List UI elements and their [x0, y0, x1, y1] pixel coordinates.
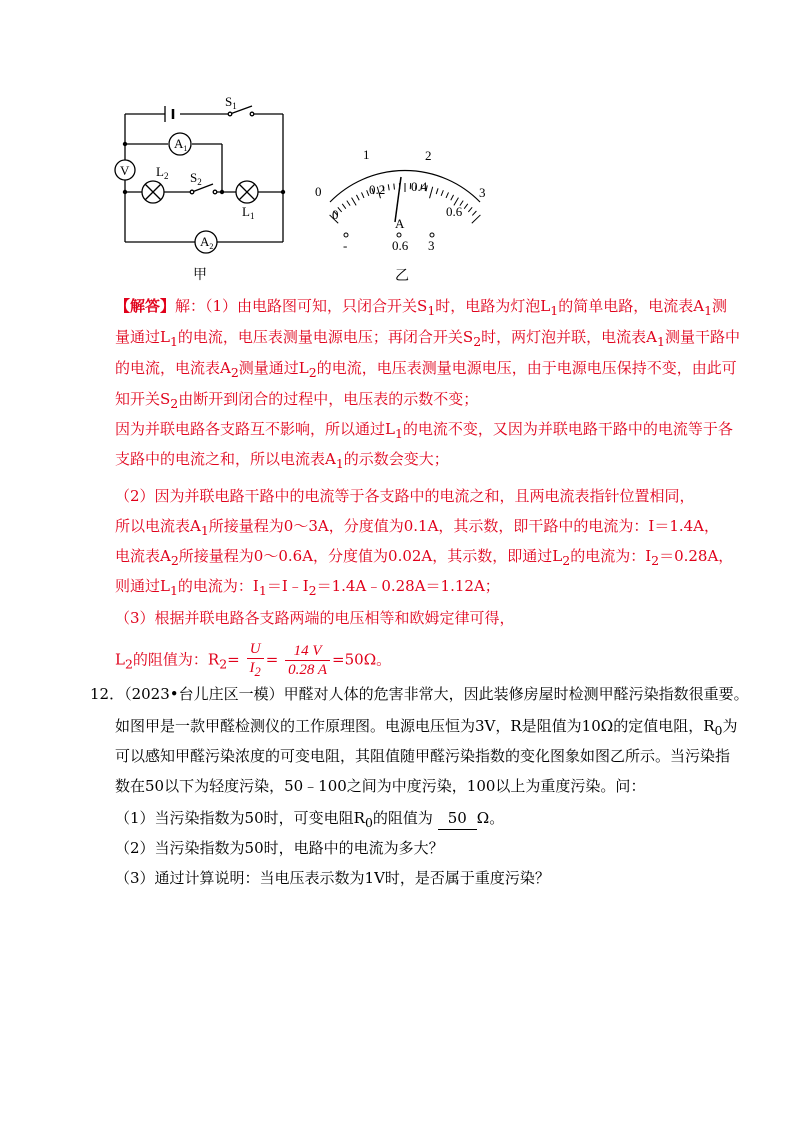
dial-tick [361, 192, 363, 197]
question-sub2: （2）当污染指数为50时，电路中的电流为多大？ [115, 839, 444, 857]
switch1-label: $S_1$ [225, 94, 237, 111]
answer-line-8: 电流表$A_2$所接量程为0～0.6A，分度值为0.02A，其示数，即通过$L_2$的电流为：$I_2=0.28A$， [115, 547, 734, 568]
lower-scale-0: 0 [332, 207, 339, 222]
answer-line-10: （3）根据并联电路各支路两端的电压相等和欧姆定律可得， [115, 609, 515, 627]
ammeter2-label: $A_2$ [200, 234, 214, 251]
dial-tick [342, 204, 346, 209]
answer-line-4: 因为并联电路各支路互不影响，所以通过$L_1$的电流不变，又因为并联电路干路中的电流等于各 [115, 420, 733, 441]
question-number: 12． [90, 685, 125, 703]
voltmeter-label: V [120, 163, 130, 178]
dial-tick [388, 184, 389, 190]
answer-line-2: 的电流，电流表$A_2$测量通过$L_2$的电流，电压表测量电源电压，由于电源电压保持不变，由此可 [115, 359, 737, 380]
answer-line-7: 所以电流表$A_1$所接量程为0～3A，分度值为0.1A，其示数，即干路中的电流为：I＝1.4A， [115, 517, 720, 538]
dial-tick [352, 198, 357, 206]
terminal-negative: - [343, 238, 348, 253]
terminal-3: 3 [428, 238, 435, 253]
terminal-0-6: 0.6 [392, 238, 409, 253]
question-12-line-0: 12．（2023•台儿庄区一模）甲醛对人体的危害非常大，因此装修房屋时检测甲醛污染指数很重要。 [90, 685, 749, 703]
question-sub3: （3）通过计算说明：当电压表示数为1V时，是否属于重度污染？ [115, 869, 550, 887]
dial-tick [446, 192, 448, 197]
dial-tick [468, 207, 472, 212]
dial-tick [451, 195, 454, 200]
dial-tick [464, 204, 468, 209]
ammeter1-label: $A_1$ [174, 136, 188, 153]
upper-scale-1: 1 [363, 147, 370, 162]
answer-line-0: 【解答】解：（1）由电路图可知，只闭合开关$S_1$时，电路为灯泡$L_1$的简单电路，电流表$A_1$测 [115, 297, 728, 318]
lower-scale-3: 0.6 [446, 204, 463, 219]
lamp2-label: $L_2$ [156, 164, 169, 181]
question-12-line-2: 可以感知甲醛污染浓度的可变电阻，其阻值随甲醛污染指数的变化图象如图乙所示。当污染指 [115, 747, 731, 765]
dial-tick [356, 195, 359, 200]
answer-line-5: 支路中的电流之和，所以电流表$A_1$的示数会变大； [115, 450, 449, 471]
circuit-diagram [100, 92, 300, 287]
meter-unit: A [395, 216, 405, 231]
question-sub1: （1）当污染指数为50时，可变电阻$R_0$的阻值为 50 Ω。 [115, 809, 505, 830]
upper-scale-3: 3 [479, 185, 486, 200]
lower-scale-1: 0.2 [369, 182, 386, 197]
figure-caption-yi: 乙 [395, 268, 409, 284]
answer-line-1: 量通过$L_1$的电流，电压表测量电源电压；再闭合开关$S_2$时，两灯泡并联，电流表$A_1$测量干路中 [115, 328, 740, 349]
dial-tick [347, 201, 350, 206]
dial-tick [436, 188, 438, 194]
answer-line-6: （2）因为并联电路干路中的电流等于各支路中的电流之和，且两电流表指针位置相同， [115, 487, 695, 505]
fraction-u-over-i2: $\frac{U}{I_2}$ [247, 640, 264, 681]
answer-line-9: 则通过$L_1$的电流为：$I_1=I﹣I_2=1.4A﹣0.28A=1.12A$； [115, 577, 500, 598]
answer-line-3: 知开关$S_2$由断开到闭合的过程中，电压表的示数不变； [115, 390, 479, 411]
dial-tick [472, 215, 481, 223]
answer-blank[interactable]: 50 [438, 807, 477, 830]
upper-scale-2: 2 [425, 148, 432, 163]
figure-caption-jia: 甲 [193, 267, 207, 283]
ammeter-dial [305, 140, 505, 285]
switch2-label: $S_2$ [190, 170, 202, 187]
dial-tick [441, 190, 443, 196]
answer-formula: $L_2$的阻值为：$R_2=$ $\frac{U}{I_2}$ = $\frac{14 V}{0.28 A}$ =50Ω。 [115, 641, 392, 679]
dial-tick [430, 187, 433, 199]
question-12-line-3: 数在50以下为轻度污染，50﹣100之间为中度污染，100以上为重度污染。问： [115, 777, 646, 795]
lower-scale-2: 0.4 [411, 179, 428, 194]
upper-scale-0: 0 [315, 184, 322, 199]
answer-tag: 【解答】 [115, 297, 176, 315]
question-12-line-1: 如图甲是一款甲醛检测仪的工作原理图。电源电压恒为3V，R是阻值为10Ω的定值电阻，$R_0$为 [115, 717, 738, 738]
dial-tick [472, 211, 476, 215]
fraction-14v-over-028a: $\frac{14 V}{0.28 A}$ [285, 642, 330, 679]
dial-tick [394, 184, 395, 190]
lamp1-label: $L_1$ [242, 204, 255, 221]
